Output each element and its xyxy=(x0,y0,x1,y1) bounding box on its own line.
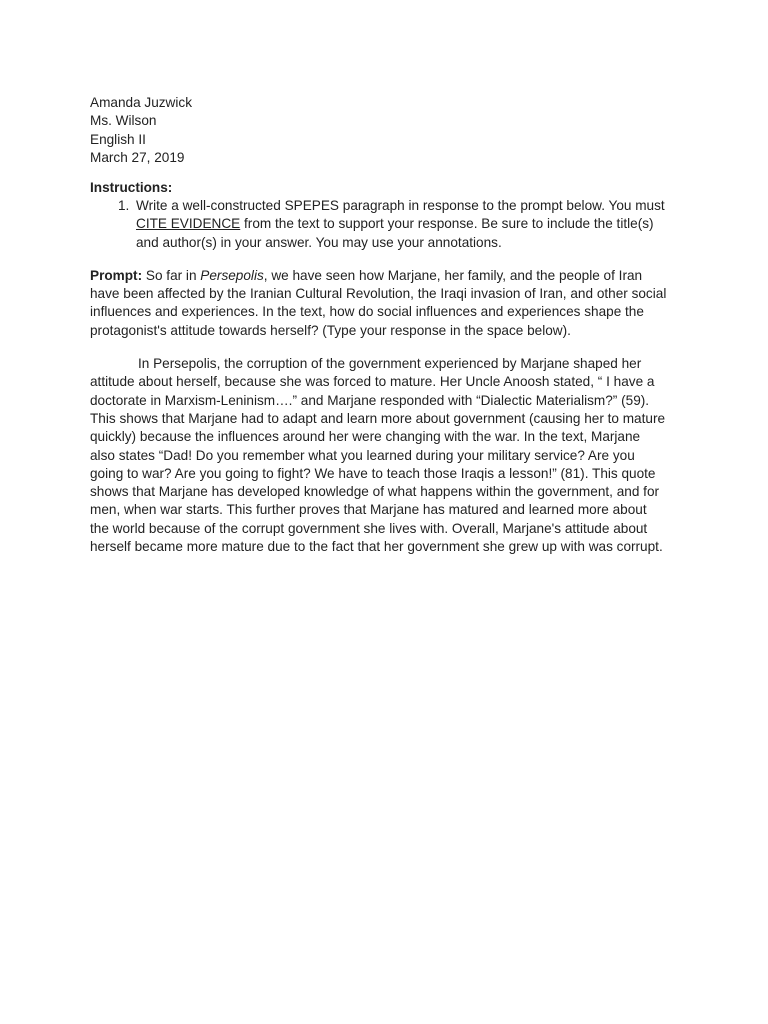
prompt-line: protagonist's attitude towards herself? (Type your response in the space below). xyxy=(90,322,571,338)
cite-evidence-underlined: CITE EVIDENCE xyxy=(136,216,241,232)
item-number: 1. xyxy=(118,197,130,213)
header-block xyxy=(90,94,710,167)
response-line: shows that Marjane has developed knowledge of what happens within the government, and for xyxy=(90,484,660,500)
prompt-label: Prompt: xyxy=(90,267,143,283)
response-line: going to war? Are you going to fight? We have to teach those Iraqis a lesson!” (81). This quote xyxy=(90,465,656,481)
response-line: doctorate in Marxism-Leninism….” and Marjane responded with “Dialectic Materialism?” (59). xyxy=(90,392,650,408)
teacher-name: Ms. Wilson xyxy=(90,113,157,129)
instructions-heading: Instructions: xyxy=(90,179,173,195)
instructions-section xyxy=(90,179,710,252)
course-name: English II xyxy=(90,131,146,147)
response-line: attitude about herself, because she was forced to mature. Her Uncle Anoosh stated, “ I have a xyxy=(90,374,655,390)
instruction-line: Write a well-constructed SPEPES paragraph in response to the prompt below. You must xyxy=(136,197,665,213)
response-line: This shows that Marjane had to adapt and learn more about government (causing her to mature xyxy=(90,410,666,426)
book-title: Persepolis xyxy=(200,267,264,283)
response-line: quickly) because the influences around her were changing with the war. In the text, Marjane xyxy=(90,429,641,445)
response-line: herself became more mature due to the fact that her government she grew up with was corrupt. xyxy=(90,539,663,555)
instruction-line: and author(s) in your answer. You may use your annotations. xyxy=(136,234,502,250)
instruction-line: CITE EVIDENCE from the text to support your response. Be sure to include the title(s) xyxy=(136,216,654,232)
response-line: also states “Dad! Do you remember what you learned during your military service? Are you xyxy=(90,447,635,463)
response-line: men, when war starts. This further proves that Marjane has matured and learned more about xyxy=(90,502,647,518)
response-paragraph[interactable] xyxy=(90,355,710,556)
response-line: the world because of the corrupt government she lives with. Overall, Marjane's attitude about xyxy=(90,520,648,536)
student-name: Amanda Juzwick xyxy=(90,95,192,110)
instruction-item xyxy=(90,197,710,252)
response-line: In Persepolis, the corruption of the government experienced by Marjane shaped her xyxy=(138,356,642,372)
prompt-section xyxy=(90,267,710,340)
date: March 27, 2019 xyxy=(90,149,185,165)
prompt-line: Prompt: So far in Persepolis, we have seen how Marjane, her family, and the people of Iran xyxy=(90,267,643,283)
document-page xyxy=(90,94,710,556)
prompt-line: influences and experiences. In the text, how do social influences and experiences shape the xyxy=(90,304,644,320)
prompt-line: have been affected by the Iranian Cultural Revolution, the Iraqi invasion of Iran, and other social xyxy=(90,286,667,302)
